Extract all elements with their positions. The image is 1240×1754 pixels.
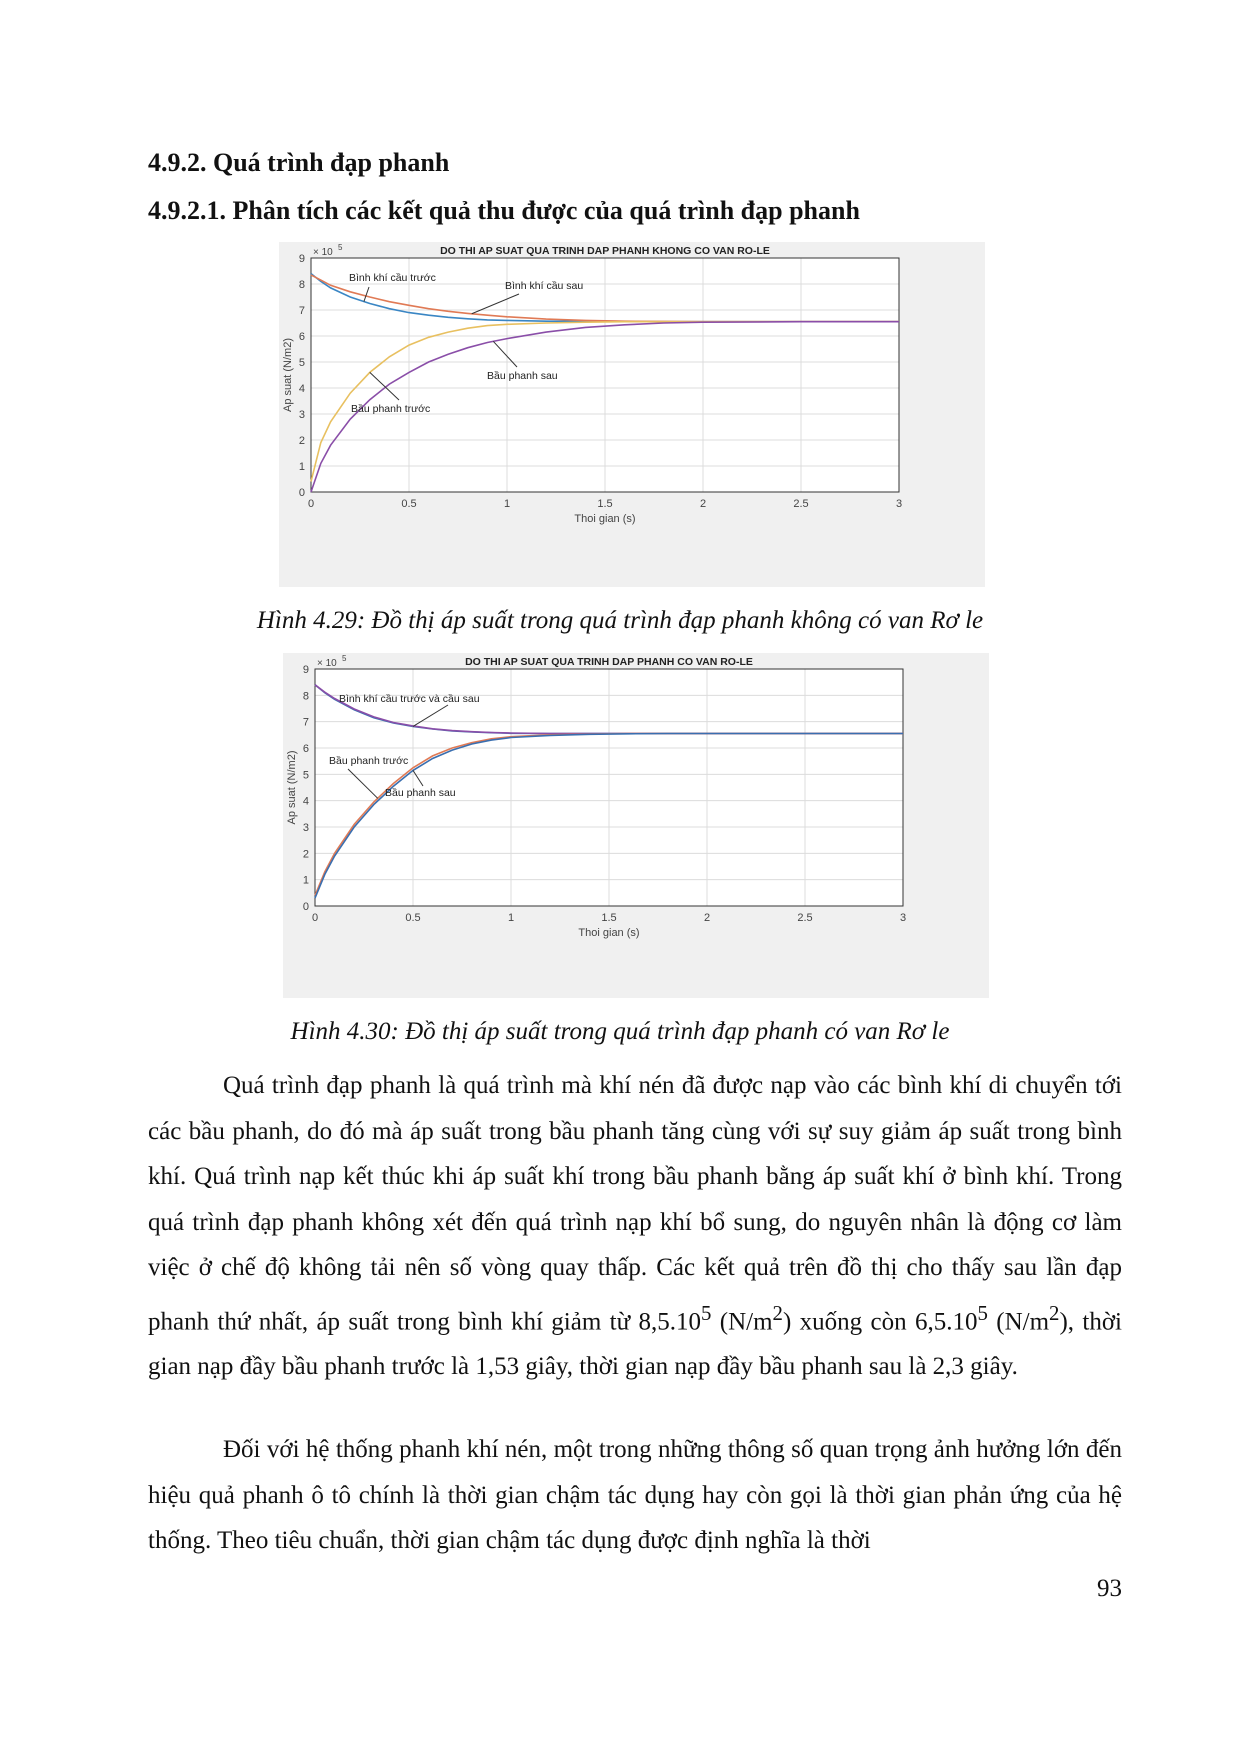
- x-tick-label: 2: [699, 498, 707, 510]
- figure-4-29: [279, 242, 985, 587]
- y-tick-label: 7: [298, 305, 305, 317]
- annotation-label: Bầu phanh sau: [385, 787, 456, 799]
- y-tick-label: 3: [302, 822, 309, 834]
- y-exponent-power: 5: [338, 243, 343, 252]
- paragraph: Đối với hệ thống phanh khí nén, một trong những thông số quan trọng ảnh hưởng lớn đến hiệu quả phanh ô tô chính là thời gian chậm tác dụng hay còn gọi là thời gian phản ứng của hệ thống. Theo tiêu chuẩn, thời gian chậm tác dụng được định nghĩa là thời: [148, 1436, 1122, 1554]
- x-tick-label: 1.5: [597, 498, 613, 510]
- y-tick-label: 9: [298, 253, 305, 265]
- y-tick-label: 9: [302, 664, 309, 676]
- page-number: 93: [1097, 1575, 1122, 1602]
- y-tick-label: 7: [302, 716, 309, 729]
- annotation-label: Bình khí cầu trước và cầu sau: [339, 693, 480, 705]
- y-tick-label: 0: [302, 901, 309, 913]
- x-tick-label: 0: [311, 912, 319, 924]
- annotation-label: Bình khí cầu sau: [505, 280, 584, 292]
- section-heading: 4.9.2. Quá trình đạp phanh: [148, 148, 450, 177]
- annotation-label: Bầu phanh sau: [487, 370, 558, 382]
- x-tick-label: 3: [895, 498, 903, 510]
- x-tick-label: 1: [503, 498, 511, 510]
- x-tick-label: 0.5: [401, 498, 417, 510]
- y-tick-label: 1: [298, 461, 305, 473]
- chart-title: DO THI AP SUAT QUA TRINH DAP PHANH CO VAN RO-LE: [465, 656, 753, 668]
- y-axis-label: Ap suat (N/m2): [286, 750, 298, 825]
- y-tick-label: 4: [302, 795, 309, 808]
- figure-caption: Hình 4.29: Đồ thị áp suất trong quá trình đạp phanh không có van Rơ le: [256, 607, 984, 634]
- annotation-label: Bầu phanh trước: [351, 403, 431, 415]
- x-tick-label: 0: [307, 498, 315, 510]
- annotation-label: Bầu phanh trước: [329, 755, 409, 767]
- annotation-label: Bình khí cầu trước: [349, 272, 436, 284]
- y-tick-label: 5: [298, 357, 305, 369]
- y-tick-label: 1: [302, 874, 309, 887]
- y-exponent-label: × 10: [313, 247, 333, 258]
- y-tick-label: 8: [302, 690, 309, 703]
- chart-title: DO THI AP SUAT QUA TRINH DAP PHANH KHONG CO VAN RO-LE: [440, 245, 770, 257]
- y-tick-label: 2: [298, 435, 305, 447]
- y-tick-label: 6: [302, 743, 309, 755]
- x-axis-label: Thoi gian (s): [578, 927, 640, 939]
- y-tick-label: 3: [298, 409, 305, 421]
- x-tick-label: 3: [899, 912, 907, 924]
- y-exponent-power: 5: [342, 654, 347, 663]
- y-exponent-label: × 10: [317, 658, 337, 669]
- y-tick-label: 2: [302, 848, 309, 861]
- x-axis-label: Thoi gian (s): [574, 513, 636, 525]
- figure-4-30: [283, 653, 989, 998]
- x-tick-label: 1.5: [601, 912, 617, 924]
- pressure-chart-no-relay: [279, 242, 985, 587]
- y-tick-label: 5: [302, 769, 309, 782]
- paragraph: Quá trình đạp phanh là quá trình mà khí nén đã được nạp vào các bình khí di chuyển tới các bầu phanh, do đó mà áp suất trong bầu phanh tăng cùng với sự suy giảm áp suất trong bình khí. Quá trình nạp kết thúc khi áp suất khí trong bầu phanh bằng áp suất khí ở bình khí. Trong quá trình đạp phanh không xét đến quá trình nạp khí bổ sung, do nguyên nhân là động cơ làm việc ở chế độ không tải nên số vòng quay thấp. Các kết quả trên đồ thị cho thấy sau lần đạp phanh thứ nhất, áp suất trong bình khí giảm từ 8,5.10$^5$ $(N/m^2)$ xuống còn 6,5.10$^5$ $(N/m^2)$, thời gian nạp đầy bầu phanh trước là 1,53 giây, thời gian nạp đầy bầu phanh sau là 2,3 giây.: [148, 1072, 1122, 1381]
- x-tick-label: 2.5: [797, 912, 813, 924]
- x-tick-label: 1: [507, 912, 515, 924]
- subsection-heading: 4.9.2.1. Phân tích các kết quả thu được của quá trình đạp phanh: [148, 196, 860, 225]
- x-tick-label: 0.5: [405, 912, 421, 924]
- y-axis-label: Ap suat (N/m2): [282, 338, 294, 412]
- x-tick-label: 2: [703, 912, 711, 924]
- y-tick-label: 0: [298, 487, 305, 499]
- pressure-chart-with-relay: [283, 653, 989, 998]
- x-tick-label: 2.5: [793, 498, 809, 510]
- y-tick-label: 6: [298, 331, 305, 343]
- y-tick-label: 8: [298, 279, 305, 291]
- y-tick-label: 4: [298, 383, 305, 395]
- figure-caption: Hình 4.30: Đồ thị áp suất trong quá trình đạp phanh có van Rơ le: [290, 1018, 950, 1045]
